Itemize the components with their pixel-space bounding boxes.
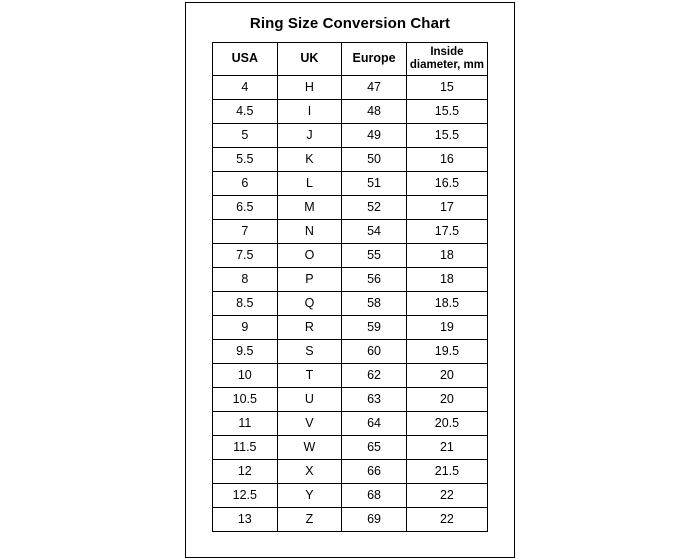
table-row — [213, 76, 488, 100]
cell-europe: 52 — [342, 196, 407, 220]
cell-europe: 49 — [342, 124, 407, 148]
cell-uk: U — [277, 388, 342, 412]
ring-size-chart-card — [185, 2, 515, 558]
table-row — [213, 100, 488, 124]
table-row — [213, 340, 488, 364]
cell-uk: N — [277, 220, 342, 244]
cell-inside-diameter: 16.5 — [406, 172, 487, 196]
cell-usa: 7.5 — [213, 244, 278, 268]
cell-inside-diameter: 15 — [406, 76, 487, 100]
table-row — [213, 508, 488, 532]
column-header-inside-diameter — [406, 43, 487, 76]
cell-inside-diameter: 21 — [406, 436, 487, 460]
cell-inside-diameter: 19 — [406, 316, 487, 340]
table-row — [213, 196, 488, 220]
cell-inside-diameter: 15.5 — [406, 100, 487, 124]
table-row — [213, 268, 488, 292]
cell-uk: I — [277, 100, 342, 124]
table-row — [213, 148, 488, 172]
cell-europe: 64 — [342, 412, 407, 436]
table-row — [213, 316, 488, 340]
cell-europe: 62 — [342, 364, 407, 388]
cell-europe: 68 — [342, 484, 407, 508]
cell-uk: W — [277, 436, 342, 460]
cell-uk: R — [277, 316, 342, 340]
cell-uk: V — [277, 412, 342, 436]
cell-europe: 51 — [342, 172, 407, 196]
column-header-europe: Europe — [342, 43, 407, 76]
table-row — [213, 436, 488, 460]
table-row — [213, 364, 488, 388]
cell-inside-diameter: 18.5 — [406, 292, 487, 316]
cell-inside-diameter: 17.5 — [406, 220, 487, 244]
cell-usa: 10.5 — [213, 388, 278, 412]
cell-usa: 8 — [213, 268, 278, 292]
cell-uk: O — [277, 244, 342, 268]
cell-usa: 5 — [213, 124, 278, 148]
cell-usa: 7 — [213, 220, 278, 244]
cell-uk: Z — [277, 508, 342, 532]
cell-inside-diameter: 18 — [406, 244, 487, 268]
table-row — [213, 388, 488, 412]
column-header-inside-diameter-line2: diameter, mm — [409, 59, 485, 71]
cell-inside-diameter: 19.5 — [406, 340, 487, 364]
cell-uk: M — [277, 196, 342, 220]
cell-europe: 50 — [342, 148, 407, 172]
cell-uk: T — [277, 364, 342, 388]
table-wrapper — [186, 42, 514, 532]
column-header-usa: USA — [213, 43, 278, 76]
table-row — [213, 124, 488, 148]
cell-europe: 47 — [342, 76, 407, 100]
cell-europe: 60 — [342, 340, 407, 364]
cell-europe: 69 — [342, 508, 407, 532]
table-row — [213, 172, 488, 196]
cell-inside-diameter: 22 — [406, 508, 487, 532]
cell-usa: 9.5 — [213, 340, 278, 364]
cell-uk: P — [277, 268, 342, 292]
table-row — [213, 484, 488, 508]
cell-inside-diameter: 16 — [406, 148, 487, 172]
cell-usa: 5.5 — [213, 148, 278, 172]
ring-size-conversion-table — [212, 42, 488, 532]
cell-inside-diameter: 20 — [406, 388, 487, 412]
table-row — [213, 244, 488, 268]
column-header-inside-diameter-line1: Inside — [430, 46, 464, 59]
page-title: Ring Size Conversion Chart — [249, 15, 451, 32]
cell-usa: 4.5 — [213, 100, 278, 124]
cell-europe: 65 — [342, 436, 407, 460]
cell-usa: 9 — [213, 316, 278, 340]
cell-uk: Y — [277, 484, 342, 508]
column-header-uk: UK — [277, 43, 342, 76]
cell-usa: 11.5 — [213, 436, 278, 460]
cell-europe: 54 — [342, 220, 407, 244]
cell-inside-diameter: 22 — [406, 484, 487, 508]
cell-usa: 13 — [213, 508, 278, 532]
cell-inside-diameter: 17 — [406, 196, 487, 220]
cell-europe: 63 — [342, 388, 407, 412]
table-row — [213, 220, 488, 244]
cell-europe: 59 — [342, 316, 407, 340]
cell-inside-diameter: 15.5 — [406, 124, 487, 148]
cell-europe: 55 — [342, 244, 407, 268]
cell-uk: X — [277, 460, 342, 484]
cell-usa: 6 — [213, 172, 278, 196]
cell-inside-diameter: 18 — [406, 268, 487, 292]
cell-uk: L — [277, 172, 342, 196]
table-header-row — [213, 43, 488, 76]
table-body — [213, 76, 488, 532]
cell-usa: 11 — [213, 412, 278, 436]
cell-inside-diameter: 21.5 — [406, 460, 487, 484]
cell-uk: S — [277, 340, 342, 364]
table-row — [213, 292, 488, 316]
cell-inside-diameter: 20.5 — [406, 412, 487, 436]
cell-uk: Q — [277, 292, 342, 316]
cell-europe: 56 — [342, 268, 407, 292]
cell-europe: 48 — [342, 100, 407, 124]
table-row — [213, 412, 488, 436]
table-row — [213, 460, 488, 484]
cell-uk: H — [277, 76, 342, 100]
cell-usa: 6.5 — [213, 196, 278, 220]
cell-uk: K — [277, 148, 342, 172]
cell-inside-diameter: 20 — [406, 364, 487, 388]
cell-usa: 12.5 — [213, 484, 278, 508]
cell-usa: 10 — [213, 364, 278, 388]
cell-europe: 66 — [342, 460, 407, 484]
table-header — [213, 43, 488, 76]
cell-usa: 8.5 — [213, 292, 278, 316]
cell-uk: J — [277, 124, 342, 148]
cell-usa: 4 — [213, 76, 278, 100]
cell-usa: 12 — [213, 460, 278, 484]
cell-europe: 58 — [342, 292, 407, 316]
